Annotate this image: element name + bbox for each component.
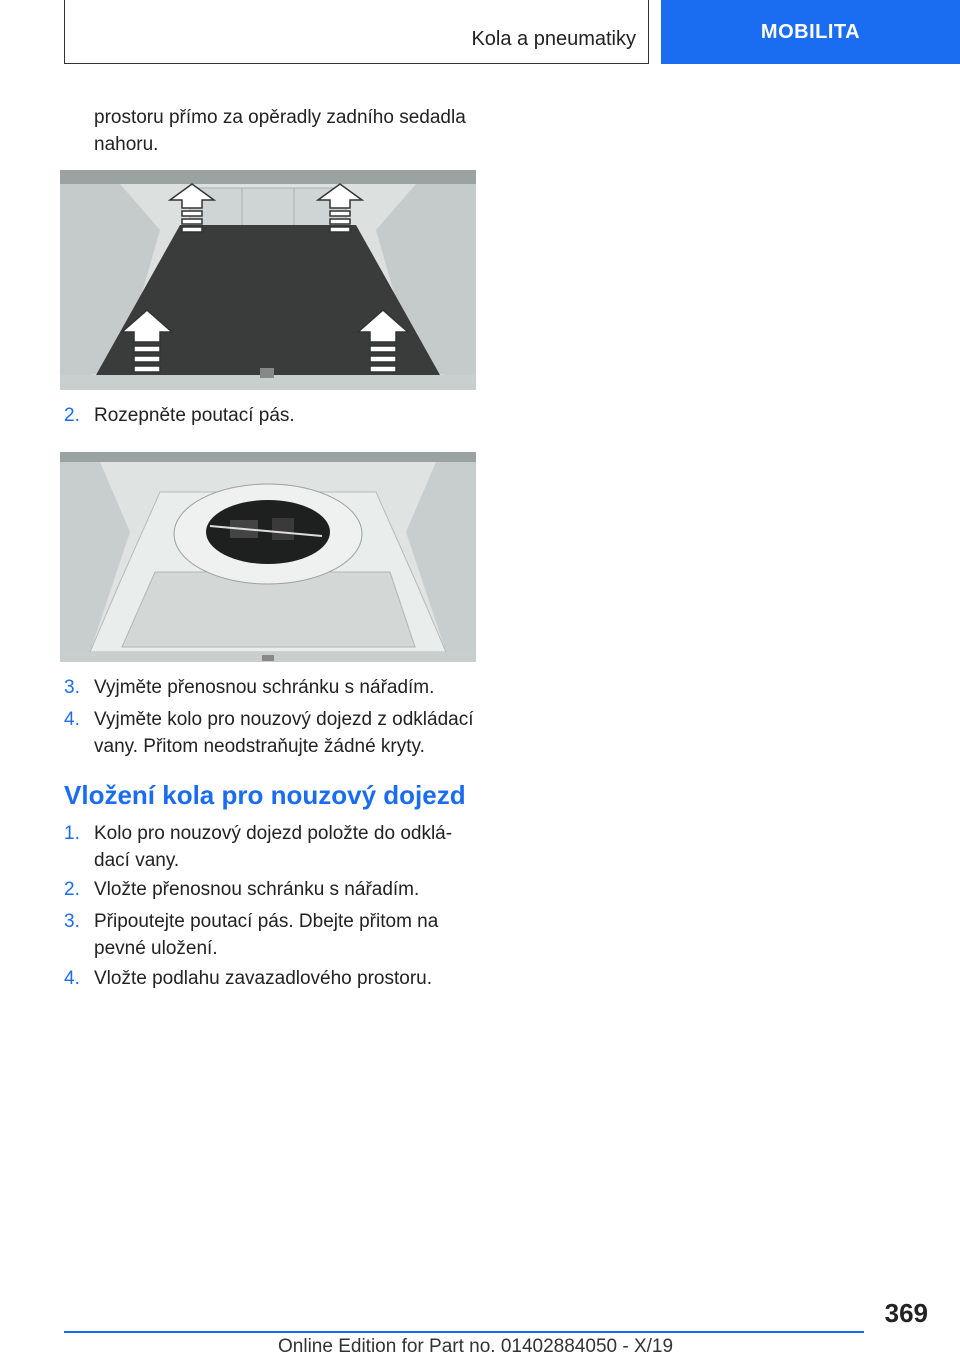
step-number: 2. xyxy=(64,405,80,426)
step-number: 2. xyxy=(64,879,80,900)
step-number: 4. xyxy=(64,709,80,730)
step-text: Vložte přenosnou schránku s nářadím. xyxy=(94,879,420,900)
footer-edition: Online Edition for Part no. 01402884050 - X/19 xyxy=(278,1336,674,1357)
step-text-line-1: Kolo pro nouzový dojezd položte do odklá- xyxy=(94,823,453,844)
header-section-box xyxy=(64,0,649,64)
step-text-line-2: dací vany. xyxy=(94,850,180,871)
page-number: 369 xyxy=(884,1298,928,1328)
step-number: 1. xyxy=(64,823,80,844)
intro-line-2: nahoru. xyxy=(94,134,159,155)
section-title: Kola a pneumatiky xyxy=(471,28,636,50)
spare-wheel-well-illustration xyxy=(60,452,476,662)
step-number: 3. xyxy=(64,677,80,698)
step-text: Vložte podlahu zavazadlového prostoru. xyxy=(94,968,433,989)
step-text-line-2: pevné uložení. xyxy=(94,938,218,959)
step-text-line-1: Vyjměte kolo pro nouzový dojezd z odkládací xyxy=(94,709,474,730)
section-heading: Vložení kola pro nouzový dojezd xyxy=(64,780,466,810)
footer-divider xyxy=(64,1331,864,1333)
intro-line-1: prostoru přímo za opěradly zadního sedadla xyxy=(94,107,466,128)
step-text-line-2: vany. Přitom neodstraňujte žádné kryty. xyxy=(94,736,425,757)
step-number: 4. xyxy=(64,968,80,989)
chapter-tab: MOBILITA xyxy=(661,0,960,64)
step-text: Vyjměte přenosnou schránku s nářadím. xyxy=(94,677,435,698)
step-text: Rozepněte poutací pás. xyxy=(94,405,295,426)
step-number: 3. xyxy=(64,911,80,932)
trunk-floor-illustration xyxy=(60,170,476,390)
step-text-line-1: Připoutejte poutací pás. Dbejte přitom na xyxy=(94,911,439,932)
